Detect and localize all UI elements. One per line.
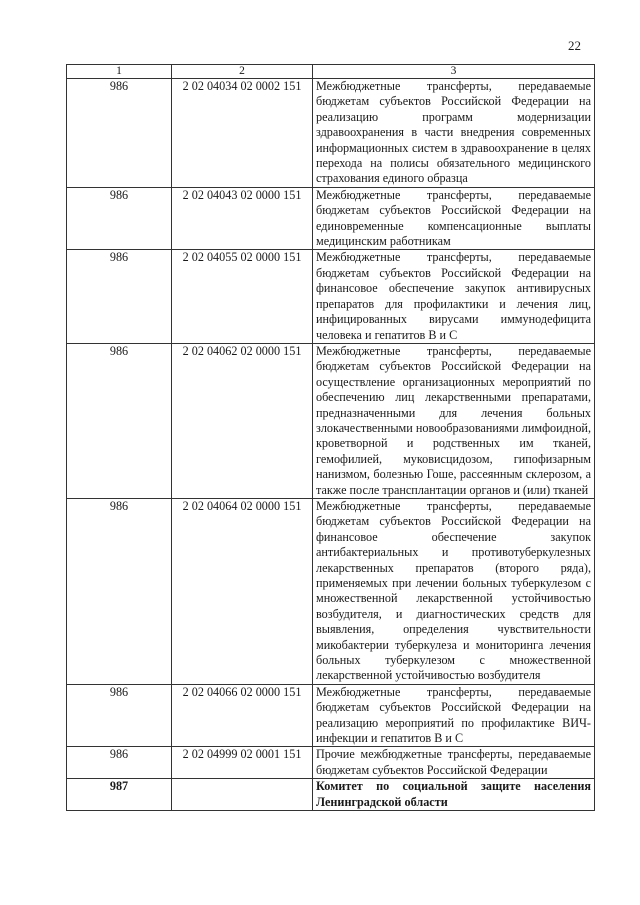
admin-code-cell: 986 (67, 250, 172, 343)
table-row-section-heading (67, 779, 595, 811)
description-cell: Межбюджетные трансферты, передаваемые бюджетам субъектов Российской Федерации на реализацию программ модернизации здравоохранения в части внедрения современных информационных систем в здравоохранение в целях перехода на полисы обязательного медицинского страхования единого образца (313, 79, 595, 188)
kbk-code-cell: 2 02 04043 02 0000 151 (172, 187, 313, 250)
admin-code-cell: 986 (67, 187, 172, 250)
description-cell: Межбюджетные трансферты, передаваемые бюджетам субъектов Российской Федерации на реализацию мероприятий по профилактике ВИЧ-инфекции и гепатитов В и С (313, 684, 595, 747)
kbk-code-cell: 2 02 04062 02 0000 151 (172, 343, 313, 498)
kbk-code-cell: 2 02 04055 02 0000 151 (172, 250, 313, 343)
table-row (67, 747, 595, 779)
section-heading-cell: Комитет по социальной защите населения Ленинградской области (313, 779, 595, 811)
table-row (67, 684, 595, 747)
table-row (67, 79, 595, 188)
description-cell: Межбюджетные трансферты, передаваемые бюджетам субъектов Российской Федерации на осуществление организационных мероприятий по обеспечению лиц лекарственными препаратами, предназначенными для лечения больных злокачественными новообразованиями лимфоидной, кроветворной и родственных им тканей, гемофилией, муковисцидозом, гипофизарным нанизмом, болезнью Гоше, рассеянным склерозом, а также после трансплантации органов и (или) тканей (313, 343, 595, 498)
table-row (67, 498, 595, 684)
kbk-code-cell: 2 02 04064 02 0000 151 (172, 498, 313, 684)
header-col-2: 2 (172, 65, 313, 79)
table-row (67, 343, 595, 498)
admin-code-cell: 986 (67, 747, 172, 779)
admin-code-cell: 987 (67, 779, 172, 811)
admin-code-cell: 986 (67, 684, 172, 747)
kbk-code-cell: 2 02 04066 02 0000 151 (172, 684, 313, 747)
description-cell: Межбюджетные трансферты, передаваемые бюджетам субъектов Российской Федерации на финансовое обеспечение закупок антибактериальных и противотуберкулезных лекарственных препаратов (второго ряда), применяемых при лечении больных туберкулезом с множественной лекарственной устойчивостью возбудителя, и диагностических средств для выявления, определения чувствительности микобактерии туберкулеза и мониторинга лечения больных туберкулезом с множественной лекарственной устойчивостью возбудителя (313, 498, 595, 684)
admin-code-cell: 986 (67, 343, 172, 498)
kbk-code-cell: 2 02 04034 02 0002 151 (172, 79, 313, 188)
page-number: 22 (568, 38, 581, 53)
description-cell: Межбюджетные трансферты, передаваемые бюджетам субъектов Российской Федерации на финансовое обеспечение закупок антивирусных препаратов для профилактики и лечения лиц, инфицированных вирусами иммунодефицита человека и гепатитов В и С (313, 250, 595, 343)
header-col-1: 1 (67, 65, 172, 79)
description-cell: Прочие межбюджетные трансферты, передаваемые бюджетам субъектов Российской Федерации (313, 747, 595, 779)
budget-codes-table (66, 64, 595, 811)
description-cell: Межбюджетные трансферты, передаваемые бюджетам субъектов Российской Федерации на единовременные компенсационные выплаты медицинским работникам (313, 187, 595, 250)
admin-code-cell: 986 (67, 79, 172, 188)
kbk-code-cell (172, 779, 313, 811)
table-header-row (67, 65, 595, 79)
table-row (67, 250, 595, 343)
header-col-3: 3 (313, 65, 595, 79)
table-row (67, 187, 595, 250)
admin-code-cell: 986 (67, 498, 172, 684)
kbk-code-cell: 2 02 04999 02 0001 151 (172, 747, 313, 779)
